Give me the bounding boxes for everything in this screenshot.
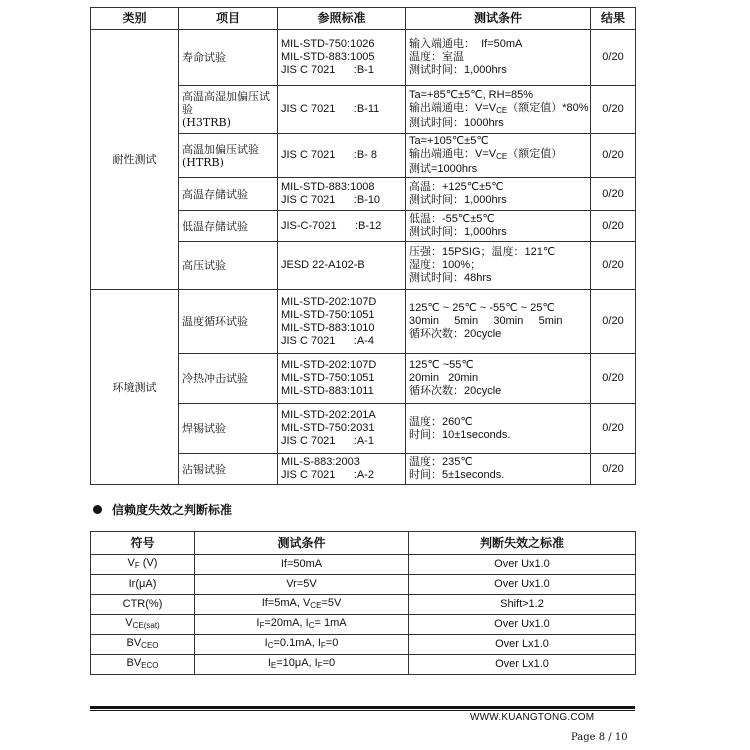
condition-text: =10μA, I — [276, 657, 318, 669]
condition-line: 测试时间：1,000hrs — [409, 194, 507, 206]
item-line: 低温存储试验 — [182, 219, 248, 233]
failure-standard-cell: Over Lx1.0 — [409, 635, 636, 655]
symbol-cell — [91, 635, 195, 655]
condition-line: 温度：室温 — [409, 51, 464, 63]
standard-line: MIL-STD-202:107D — [281, 359, 377, 371]
result-cell: 0/20 — [591, 134, 636, 178]
symbol-subscript: CE(sat) — [132, 621, 160, 630]
standard-line: MIL-STD-750:1051 — [281, 308, 375, 321]
condition-cell — [406, 134, 591, 178]
symbol-cell — [91, 655, 195, 675]
result-cell: 0/20 — [591, 178, 636, 211]
condition-subscript: E — [270, 661, 277, 670]
symbol-main: Ir( — [128, 578, 140, 590]
table-header-row — [91, 8, 636, 30]
condition-text: I — [267, 657, 271, 669]
condition-cell — [406, 86, 591, 134]
item-line: 温度循环试验 — [182, 315, 248, 328]
condition-subscript: F — [259, 621, 265, 630]
condition-line: 测试时间：1,000hrs — [409, 64, 507, 76]
condition-text: I — [264, 637, 268, 649]
item-line: 高压试验 — [182, 259, 226, 272]
failure-standard-cell: Shift>1.2 — [409, 595, 636, 615]
page-number: Page 8 / 10 — [571, 732, 628, 743]
item-cell — [179, 454, 278, 485]
condition-subscript: F — [317, 661, 323, 670]
standard-line: JIS C 7021 :A-2 — [281, 469, 374, 481]
condition-cell — [406, 354, 591, 404]
condition-text: （额定值） — [507, 148, 563, 160]
symbol-subscript: ECO — [141, 661, 159, 670]
result-cell: 0/20 — [591, 30, 636, 86]
item-line: 寿命试验 — [182, 51, 226, 64]
website: WWW.KUANGTONG.COM — [470, 712, 595, 723]
failure-standard-cell: Over Ux1.0 — [409, 615, 636, 635]
standard-line: MIL-STD-750:1051 — [281, 372, 375, 384]
standard-cell — [278, 354, 406, 404]
criteria-row — [91, 635, 636, 655]
item-line: 冷热冲击试验 — [182, 372, 248, 385]
result-cell: 0/20 — [591, 86, 636, 134]
item-line: (HTRB) — [182, 155, 224, 169]
condition-line: 压强：15PSIG；温度：121℃ — [409, 246, 556, 258]
symbol-main: V — [125, 617, 133, 629]
bullet-icon — [93, 505, 102, 514]
item-line: 焊锡试验 — [182, 422, 226, 435]
symbol-subscript: F — [134, 561, 140, 570]
condition-line: 湿度：100%； — [409, 259, 482, 271]
standard-cell — [278, 290, 406, 354]
condition-cell — [406, 290, 591, 354]
condition-line: 测试时间：48hrs — [409, 272, 492, 284]
item-cell — [179, 404, 278, 454]
condition-subscript: CE — [496, 152, 508, 161]
table-row — [91, 30, 636, 86]
item-cell — [179, 354, 278, 404]
standard-line: MIL-STD-750:1026 — [281, 38, 375, 50]
condition-text: =0 — [325, 637, 339, 649]
header-result: 结果 — [591, 8, 636, 30]
standard-cell — [278, 86, 406, 134]
result-cell: 0/20 — [591, 454, 636, 485]
condition-line: 时间：10±1seconds. — [409, 428, 511, 441]
standard-line: JIS C 7021 :B-10 — [281, 194, 381, 206]
standard-line: MIL-S-883:2003 — [281, 456, 360, 468]
test-condition-cell — [195, 555, 409, 575]
item-line: 高温加偏压试验 — [182, 142, 259, 156]
footer-rule-thin — [90, 710, 635, 711]
symbol-subscript: CEO — [141, 641, 159, 650]
header-standard: 参照标准 — [278, 8, 406, 30]
category-cell: 耐性测试 — [91, 30, 179, 290]
condition-subscript: CE — [310, 601, 322, 610]
standard-cell — [278, 134, 406, 178]
item-line: (H3TRB) — [182, 116, 231, 129]
condition-text: =20mA, I — [264, 617, 309, 629]
item-cell — [179, 211, 278, 242]
result-cell: 0/20 — [591, 404, 636, 454]
criteria-row — [91, 555, 636, 575]
condition-line: 温度：235℃ — [409, 456, 473, 468]
condition-line: 循环次数：20cycle — [409, 385, 502, 397]
condition-cell — [406, 30, 591, 86]
symbol-cell — [91, 615, 195, 635]
standard-cell — [278, 404, 406, 454]
condition-line — [409, 102, 587, 117]
result-cell: 0/20 — [591, 354, 636, 404]
header-category: 类别 — [91, 8, 179, 30]
failure-standard-cell: Over Ux1.0 — [409, 555, 636, 575]
symbol-main: CTR(%) — [122, 598, 163, 610]
test-condition-cell — [195, 575, 409, 595]
condition-text: I — [256, 617, 260, 629]
condition-cell — [406, 242, 591, 290]
condition-text: If=5mA, V — [261, 597, 311, 609]
condition-text: If=50mA — [280, 558, 323, 570]
condition-line: 时间：5±1seconds. — [409, 469, 505, 481]
result-cell: 0/20 — [591, 211, 636, 242]
failure-criteria-table — [90, 531, 636, 675]
header-condition: 测试条件 — [406, 8, 591, 30]
condition-line: 高温：+125℃±5℃ — [409, 181, 504, 193]
header-symbol: 符号 — [91, 532, 195, 555]
condition-cell — [406, 454, 591, 485]
standard-line: MIL-STD-883:1010 — [281, 321, 375, 334]
criteria-row — [91, 655, 636, 675]
item-cell — [179, 290, 278, 354]
test-condition-cell — [195, 655, 409, 675]
standard-line: JIS C 7021 :B-11 — [281, 103, 380, 115]
header-failure-standard: 判断失效之标准 — [409, 532, 636, 555]
symbol-suffix: (V) — [139, 557, 158, 569]
condition-subscript: CE — [496, 106, 508, 115]
standard-line: MIL-STD-750:2031 — [281, 422, 375, 434]
item-line: 沾锡试验 — [182, 462, 226, 476]
header-test-condition: 测试条件 — [195, 532, 409, 555]
item-cell — [179, 30, 278, 86]
result-cell: 0/20 — [591, 290, 636, 354]
result-cell: 0/20 — [591, 242, 636, 290]
reliability-test-table — [90, 7, 636, 485]
condition-text: =0.1mA, I — [273, 637, 321, 649]
standard-cell — [278, 30, 406, 86]
symbol-cell — [91, 575, 195, 595]
symbol-main: BV — [126, 657, 142, 669]
standard-line: MIL-STD-202:107D — [281, 295, 377, 308]
standard-line: JIS C 7021 :B-1 — [281, 64, 374, 76]
failure-standard-cell: Over Ux1.0 — [409, 575, 636, 595]
footer-rule-thick — [90, 706, 635, 709]
condition-line: 测试时间：1,000hrs — [409, 226, 507, 238]
standard-line: JIS-C-7021 :B-12 — [281, 219, 382, 232]
item-cell — [179, 134, 278, 178]
condition-text: 输出端通电：V=V — [409, 102, 497, 114]
condition-text: =5V — [321, 597, 342, 609]
standard-line: MIL-STD-202:201A — [281, 409, 376, 421]
item-cell — [179, 86, 278, 134]
condition-line: 20min 20min — [409, 372, 479, 384]
standard-cell — [278, 178, 406, 211]
criteria-header-row — [91, 532, 636, 555]
standard-line: MIL-STD-883:1011 — [281, 385, 374, 397]
symbol-main: V — [127, 557, 135, 569]
section-title: 信赖度失效之判断标准 — [112, 503, 233, 517]
condition-line: Ta=+85℃±5℃, RH=85% — [409, 89, 534, 101]
test-condition-cell — [195, 595, 409, 615]
criteria-row — [91, 575, 636, 595]
standard-cell — [278, 242, 406, 290]
condition-line: 测试=1000hrs — [409, 163, 478, 175]
test-condition-cell — [195, 635, 409, 655]
table-row — [91, 290, 636, 354]
symbol-cell — [91, 595, 195, 615]
item-cell — [179, 242, 278, 290]
standard-line: JIS C 7021 :B- 8 — [281, 149, 377, 161]
failure-standard-cell: Over Lx1.0 — [409, 655, 636, 675]
condition-line: 125℃ ~ 25℃ ~ -55℃ ~ 25℃ — [409, 302, 555, 314]
condition-cell — [406, 178, 591, 211]
standard-line: JIS C 7021 :A-1 — [281, 435, 374, 447]
condition-cell — [406, 404, 591, 454]
criteria-row — [91, 615, 636, 635]
item-line: 高温存储试验 — [182, 187, 248, 201]
header-item: 项目 — [179, 8, 278, 30]
standard-cell — [278, 211, 406, 242]
item-line: 高温高湿加偏压试 — [182, 90, 270, 103]
condition-line: 30min 5min 30min 5min — [409, 315, 563, 327]
test-condition-cell — [195, 615, 409, 635]
condition-text: =0 — [322, 657, 336, 669]
standard-line: MIL-STD-883:1005 — [281, 51, 375, 63]
condition-line: 循环次数：20cycle — [409, 328, 502, 340]
symbol-suffix: μA) — [139, 578, 157, 590]
condition-text: Vr=5V — [286, 578, 317, 590]
standard-cell — [278, 454, 406, 485]
condition-line — [409, 148, 587, 163]
condition-line: 低温：-55℃±5℃ — [409, 213, 495, 225]
standard-line: JIS C 7021 :A-4 — [281, 334, 374, 347]
condition-text: 输出端通电：V=V — [409, 148, 497, 160]
item-line: 验 — [182, 103, 193, 116]
symbol-main: BV — [126, 637, 142, 649]
condition-subscript: C — [267, 641, 274, 650]
category-cell: 环境测试 — [91, 290, 179, 485]
symbol-cell — [91, 555, 195, 575]
condition-subscript: C — [308, 621, 315, 630]
condition-line: Ta=+105℃±5℃ — [409, 135, 489, 147]
condition-line: 温度：260℃ — [409, 415, 473, 428]
standard-line: JESD 22-A102-B — [281, 259, 365, 271]
condition-line: 125℃ ~55℃ — [409, 359, 474, 371]
condition-cell — [406, 211, 591, 242]
condition-text: （额定值）*80% — [507, 102, 589, 114]
standard-line: MIL-STD-883:1008 — [281, 181, 375, 193]
condition-line: 输入端通电： If=50mA — [409, 38, 523, 50]
criteria-row — [91, 595, 636, 615]
condition-line: 测试时间：1000hrs — [409, 117, 504, 129]
condition-text: = 1mA — [314, 617, 347, 629]
section-heading — [93, 501, 232, 518]
item-cell — [179, 178, 278, 211]
condition-subscript: F — [320, 641, 326, 650]
